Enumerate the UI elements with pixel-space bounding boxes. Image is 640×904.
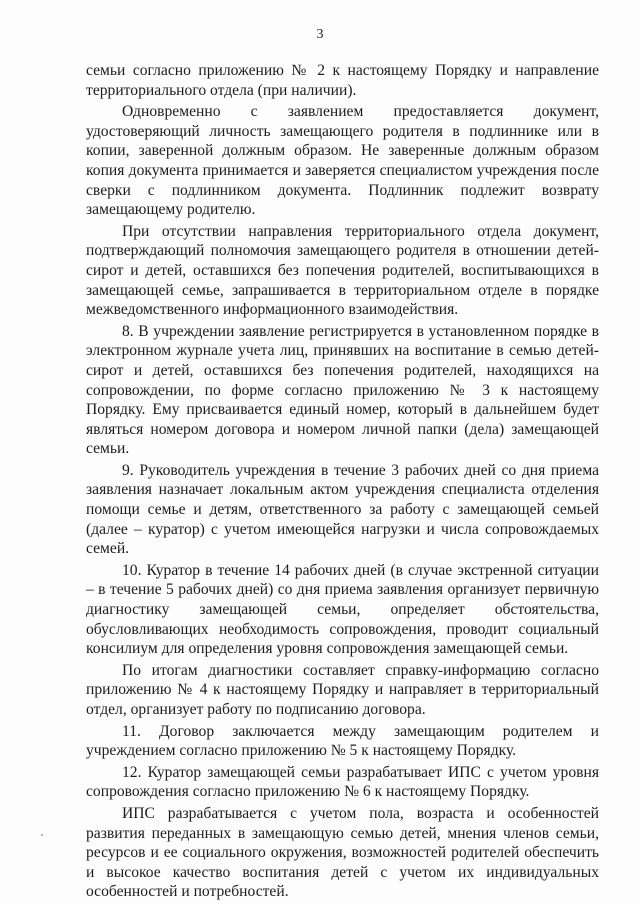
- paragraph-authority-document: При отсутствии направления территориального отдела документ, подтверждающий полномочия замещающего родителя в отношении детей-сирот и детей, оставшихся без попечения родителей, воспитывающихся в замещающей семье, запрашивается в территориальном отделе в порядке межведомственного информационного взаимодействия.: [86, 222, 599, 319]
- paragraph-ips-development: ИПС разрабатывается с учетом пола, возраста и особенностей развития переданных в замещающую семью детей, мнения членов семьи, ресурсов и ее социального окружения, возможностей родителей обеспечить и высокое качество воспитания детей с учетом их индивидуальных особенностей и потребностей.: [86, 804, 599, 901]
- document-body: [86, 61, 599, 904]
- paragraph-item-10-diagnostics: 10. Куратор в течение 14 рабочих дней (в случае экстренной ситуации – в течение 5 рабочих дней) со дня приема заявления организует первичную диагностику замещающей семьи, определяет обстоятельства, обусловливающих необходимость сопровождения, проводит социальный консилиум для определения уровня сопровождения замещающей семьи.: [86, 561, 599, 658]
- paragraph-identity-document: Одновременно с заявлением предоставляется документ, удостоверяющий личность замещающего родителя в подлиннике или в копии, заверенной должным образом. Не заверенные должным образом копия документа принимается и заверяется специалистом учреждения после сверки с подлинником документа. Подлинник подлежит возврату замещающему родителю.: [86, 103, 599, 219]
- paragraph-diagnostics-results: По итогам диагностики составляет справку-информацию согласно приложению № 4 к настоящему Порядку и направляет в территориальный отдел, организует работу по подписанию договора.: [86, 661, 599, 718]
- scan-speck: [41, 834, 43, 836]
- paragraph-continuation: семьи согласно приложению № 2 к настоящему Порядку и направление территориального отдела (при наличии).: [86, 62, 599, 99]
- paragraph-item-12-ips: 12. Куратор замещающей семьи разрабатывает ИПС с учетом уровня сопровождения согласно приложению № 6 к настоящему Порядку.: [86, 763, 599, 801]
- paragraph-item-8-registration: 8. В учреждении заявление регистрируется в установленном порядке в электронном журнале учета лиц, принявших на воспитание в семью детей-сирот и детей, оставшихся без попечения родителей, находящихся на сопровождении, по форме согласно приложению № 3 к настоящему Порядку. Ему присваивается единый номер, который в дальнейшем будет являться номером договора и номером личной папки (дела) замещающей семьи.: [86, 322, 599, 458]
- paragraph-item-9-curator-assignment: 9. Руководитель учреждения в течение 3 рабочих дней со дня приема заявления назначает локальным актом учреждения специалиста отделения помощи семье и детям, ответственного за работу с замещающей семьей (далее – куратор) с учетом имеющейся нагрузки и числа сопровождаемых семей.: [86, 461, 599, 558]
- paragraph-item-11-contract: 11. Договор заключается между замещающим родителем и учреждением согласно приложению № 5 к настоящему Порядку.: [86, 722, 599, 760]
- page-number: 3: [316, 27, 324, 42]
